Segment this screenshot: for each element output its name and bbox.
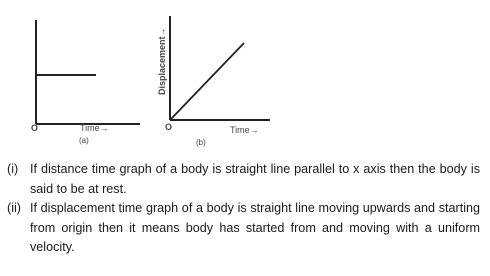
graph-a-x-label: Time→ xyxy=(80,123,109,133)
point-text: If distance time graph of a body is straight line parallel to x axis then the body is said to be at rest. xyxy=(30,162,480,196)
graph-a-caption: (a) xyxy=(79,136,89,145)
points-list xyxy=(0,160,490,276)
point-number: (ii) xyxy=(7,201,21,215)
graph-b-velocity-line xyxy=(171,43,244,119)
graph-b-x-label: Time→ xyxy=(230,125,259,135)
graph-b-y-label: Displacement→ xyxy=(157,27,167,95)
point-number: (i) xyxy=(7,162,19,176)
graph-b-origin-label: O xyxy=(165,122,173,132)
point-item xyxy=(0,199,490,258)
graph-a xyxy=(31,20,140,145)
point-text: If displacement time graph of a body is straight line moving upwards and starting from origin then it means body has started from and moving with a uniform velocity. xyxy=(30,201,480,254)
graph-b xyxy=(157,16,270,147)
graph-b-caption: (b) xyxy=(196,138,206,147)
point-item xyxy=(0,160,490,199)
graph-a-origin-label: O xyxy=(31,123,39,133)
